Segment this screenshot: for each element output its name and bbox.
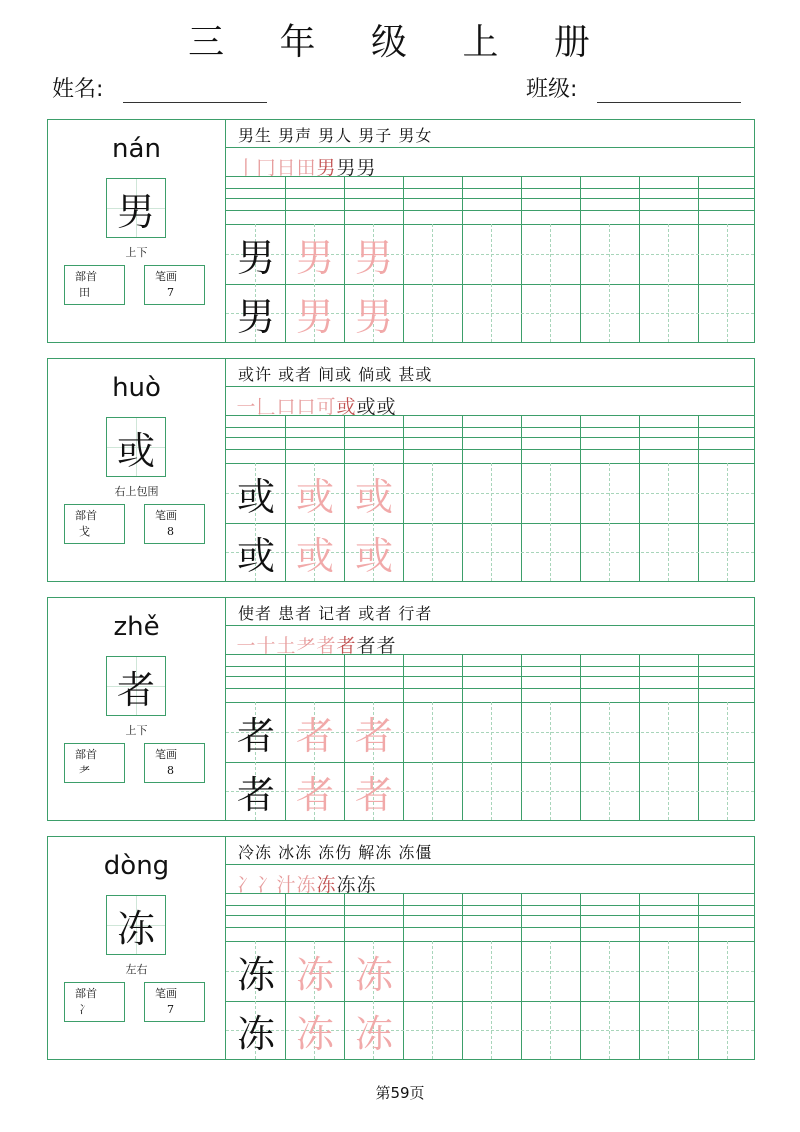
grid-line: [226, 188, 754, 189]
guide-line: [727, 224, 728, 342]
stroke-step: 口: [296, 396, 316, 418]
stroke-count-value: 8: [167, 525, 174, 538]
grid-line: [226, 915, 754, 916]
practice-character: 冻: [236, 952, 275, 997]
guide-line: [491, 224, 492, 342]
stroke-step: 男: [356, 157, 376, 179]
character-info: [48, 598, 226, 820]
grid-line: [226, 176, 754, 177]
grid-line: [462, 415, 463, 581]
grid-line: [698, 893, 699, 1059]
grid-line: [580, 176, 581, 342]
class-label: 班级:: [526, 77, 578, 102]
radical-box: [64, 504, 125, 544]
name-field[interactable]: [52, 72, 267, 103]
trace-character: 或: [354, 533, 393, 578]
pinyin: huò: [112, 373, 161, 403]
radical-value: 田: [79, 286, 90, 299]
grid-line: [403, 893, 404, 1059]
practice-character: 男: [236, 294, 275, 339]
grid-line: [639, 893, 640, 1059]
trace-character: 冻: [295, 1011, 334, 1056]
grid-line: [226, 198, 754, 199]
stroke-count-box: [144, 982, 205, 1022]
stroke-count-value: 8: [167, 764, 174, 777]
radical-label: 部首: [75, 748, 97, 761]
character-info: [48, 359, 226, 581]
stroke-count-box: [144, 265, 205, 305]
pinyin: dòng: [103, 851, 170, 881]
grid-line: [226, 893, 754, 894]
grid-line: [698, 176, 699, 342]
structure-label: 右上包围: [114, 485, 159, 498]
practice-character: 者: [236, 713, 275, 758]
grid-line: [403, 415, 404, 581]
stroke-count-value: 7: [167, 1003, 174, 1016]
trace-character: 冻: [354, 1011, 393, 1056]
trace-character: 者: [354, 713, 393, 758]
radical-label: 部首: [75, 270, 97, 283]
radical-value: 冫: [79, 1003, 90, 1016]
grid-line: [639, 415, 640, 581]
grid-line: [521, 893, 522, 1059]
grid-line: [226, 415, 754, 416]
class-field[interactable]: [526, 72, 741, 103]
guide-line: [432, 224, 433, 342]
stroke-step: 汁: [276, 874, 296, 896]
structure-label: 左右: [125, 963, 148, 976]
trace-character: 或: [295, 474, 334, 519]
guide-line: [668, 463, 669, 581]
class-line[interactable]: [597, 73, 741, 103]
stroke-step: 冫: [256, 874, 276, 896]
trace-character: 男: [354, 294, 393, 339]
grid-line: [226, 449, 754, 450]
stroke-step: 𠃊: [256, 396, 276, 418]
grid-line: [462, 176, 463, 342]
practice-character: 或: [236, 474, 275, 519]
stroke-step: 或: [376, 396, 396, 418]
pinyin: zhě: [113, 612, 160, 642]
trace-character: 者: [295, 772, 334, 817]
character-block: [47, 597, 755, 821]
guide-line: [668, 702, 669, 820]
grid-line: [580, 415, 581, 581]
guide-line: [668, 941, 669, 1059]
grid-line: [226, 676, 754, 677]
divider: [226, 625, 754, 626]
guide-line: [550, 702, 551, 820]
guide-line: [668, 224, 669, 342]
stroke-count-label: 笔画: [155, 270, 177, 283]
stroke-count-box: [144, 504, 205, 544]
character-block: [47, 119, 755, 343]
guide-line: [491, 941, 492, 1059]
trace-character: 或: [354, 474, 393, 519]
grid-line: [403, 176, 404, 342]
guide-line: [550, 463, 551, 581]
guide-line: [432, 463, 433, 581]
stroke-step: 一: [236, 635, 256, 657]
stroke-step: 者: [356, 635, 376, 657]
trace-character: 男: [354, 235, 393, 280]
radical-box: [64, 265, 125, 305]
stroke-step: 冻: [356, 874, 376, 896]
grid-line: [226, 688, 754, 689]
stroke-step: 冻: [296, 874, 316, 896]
stroke-step: 丨: [236, 157, 256, 179]
divider: [226, 864, 754, 865]
grid-line: [521, 176, 522, 342]
character-info: [48, 837, 226, 1059]
divider: [226, 386, 754, 387]
stroke-step: 男: [336, 157, 356, 179]
grid-line: [462, 893, 463, 1059]
page-title: 三 年 级 上 册: [188, 22, 612, 63]
grid-line: [580, 654, 581, 820]
grid-line: [462, 654, 463, 820]
guide-line: [609, 463, 610, 581]
stroke-step: 或: [356, 396, 376, 418]
example-words: 使者 患者 记者 或者 行者: [238, 604, 433, 623]
model-character: 者: [106, 656, 166, 716]
radical-box: [64, 743, 125, 783]
stroke-step: 冂: [256, 157, 276, 179]
radical-label: 部首: [75, 987, 97, 1000]
radical-value: 耂: [79, 764, 90, 777]
grid-line: [521, 654, 522, 820]
grid-line: [226, 437, 754, 438]
divider: [226, 147, 754, 148]
grid-line: [639, 654, 640, 820]
practice-character: 男: [236, 235, 275, 280]
example-words: 男生 男声 男人 男子 男女: [238, 126, 433, 145]
stroke-step: 或: [336, 396, 356, 418]
grid-line: [580, 893, 581, 1059]
stroke-step: 土: [276, 635, 296, 657]
guide-line: [609, 702, 610, 820]
grid-line: [698, 415, 699, 581]
character-block: [47, 836, 755, 1060]
radical-box: [64, 982, 125, 1022]
radical-value: 戈: [79, 525, 90, 538]
name-line[interactable]: [123, 73, 267, 103]
trace-character: 或: [295, 533, 334, 578]
stroke-step: 者: [376, 635, 396, 657]
grid-line: [226, 427, 754, 428]
stroke-step: 冻: [336, 874, 356, 896]
guide-line: [432, 941, 433, 1059]
practice-character: 冻: [236, 1011, 275, 1056]
guide-line: [609, 224, 610, 342]
stroke-step: 冫: [236, 874, 256, 896]
stroke-step: 者: [336, 635, 356, 657]
stroke-step: 耂: [296, 635, 316, 657]
grid-line: [639, 176, 640, 342]
stroke-step: 十: [256, 635, 276, 657]
stroke-step: 田: [296, 157, 316, 179]
trace-character: 冻: [295, 952, 334, 997]
guide-line: [550, 224, 551, 342]
example-words: 冷冻 冰冻 冻伤 解冻 冻僵: [238, 843, 433, 862]
stroke-step: 口: [276, 396, 296, 418]
trace-character: 男: [295, 235, 334, 280]
guide-line: [727, 941, 728, 1059]
stroke-step: 一: [236, 396, 256, 418]
guide-line: [609, 941, 610, 1059]
stroke-count-label: 笔画: [155, 509, 177, 522]
radical-label: 部首: [75, 509, 97, 522]
grid-line: [226, 905, 754, 906]
structure-label: 上下: [125, 246, 148, 259]
grid-line: [521, 415, 522, 581]
trace-character: 者: [295, 713, 334, 758]
character-info: [48, 120, 226, 342]
example-words: 或许 或者 间或 倘或 甚或: [238, 365, 433, 384]
guide-line: [727, 463, 728, 581]
practice-character: 或: [236, 533, 275, 578]
guide-line: [550, 941, 551, 1059]
name-label: 姓名:: [52, 77, 104, 102]
stroke-step: 可: [316, 396, 336, 418]
trace-character: 者: [354, 772, 393, 817]
grid-line: [403, 654, 404, 820]
model-character: 或: [106, 417, 166, 477]
grid-line: [698, 654, 699, 820]
grid-line: [226, 927, 754, 928]
stroke-count-label: 笔画: [155, 748, 177, 761]
grid-line: [226, 654, 754, 655]
grid-line: [226, 210, 754, 211]
stroke-step: 冻: [316, 874, 336, 896]
structure-label: 上下: [125, 724, 148, 737]
trace-character: 男: [295, 294, 334, 339]
stroke-count-label: 笔画: [155, 987, 177, 1000]
stroke-step: 日: [276, 157, 296, 179]
guide-line: [727, 702, 728, 820]
guide-line: [491, 463, 492, 581]
page-number: 第59页: [375, 1084, 425, 1102]
practice-character: 者: [236, 772, 275, 817]
stroke-step: 男: [316, 157, 336, 179]
stroke-step: 者: [316, 635, 336, 657]
grid-line: [226, 666, 754, 667]
model-character: 男: [106, 178, 166, 238]
guide-line: [491, 702, 492, 820]
stroke-count-value: 7: [167, 286, 174, 299]
stroke-count-box: [144, 743, 205, 783]
pinyin: nán: [112, 134, 161, 164]
character-block: [47, 358, 755, 582]
model-character: 冻: [106, 895, 166, 955]
guide-line: [432, 702, 433, 820]
trace-character: 冻: [354, 952, 393, 997]
